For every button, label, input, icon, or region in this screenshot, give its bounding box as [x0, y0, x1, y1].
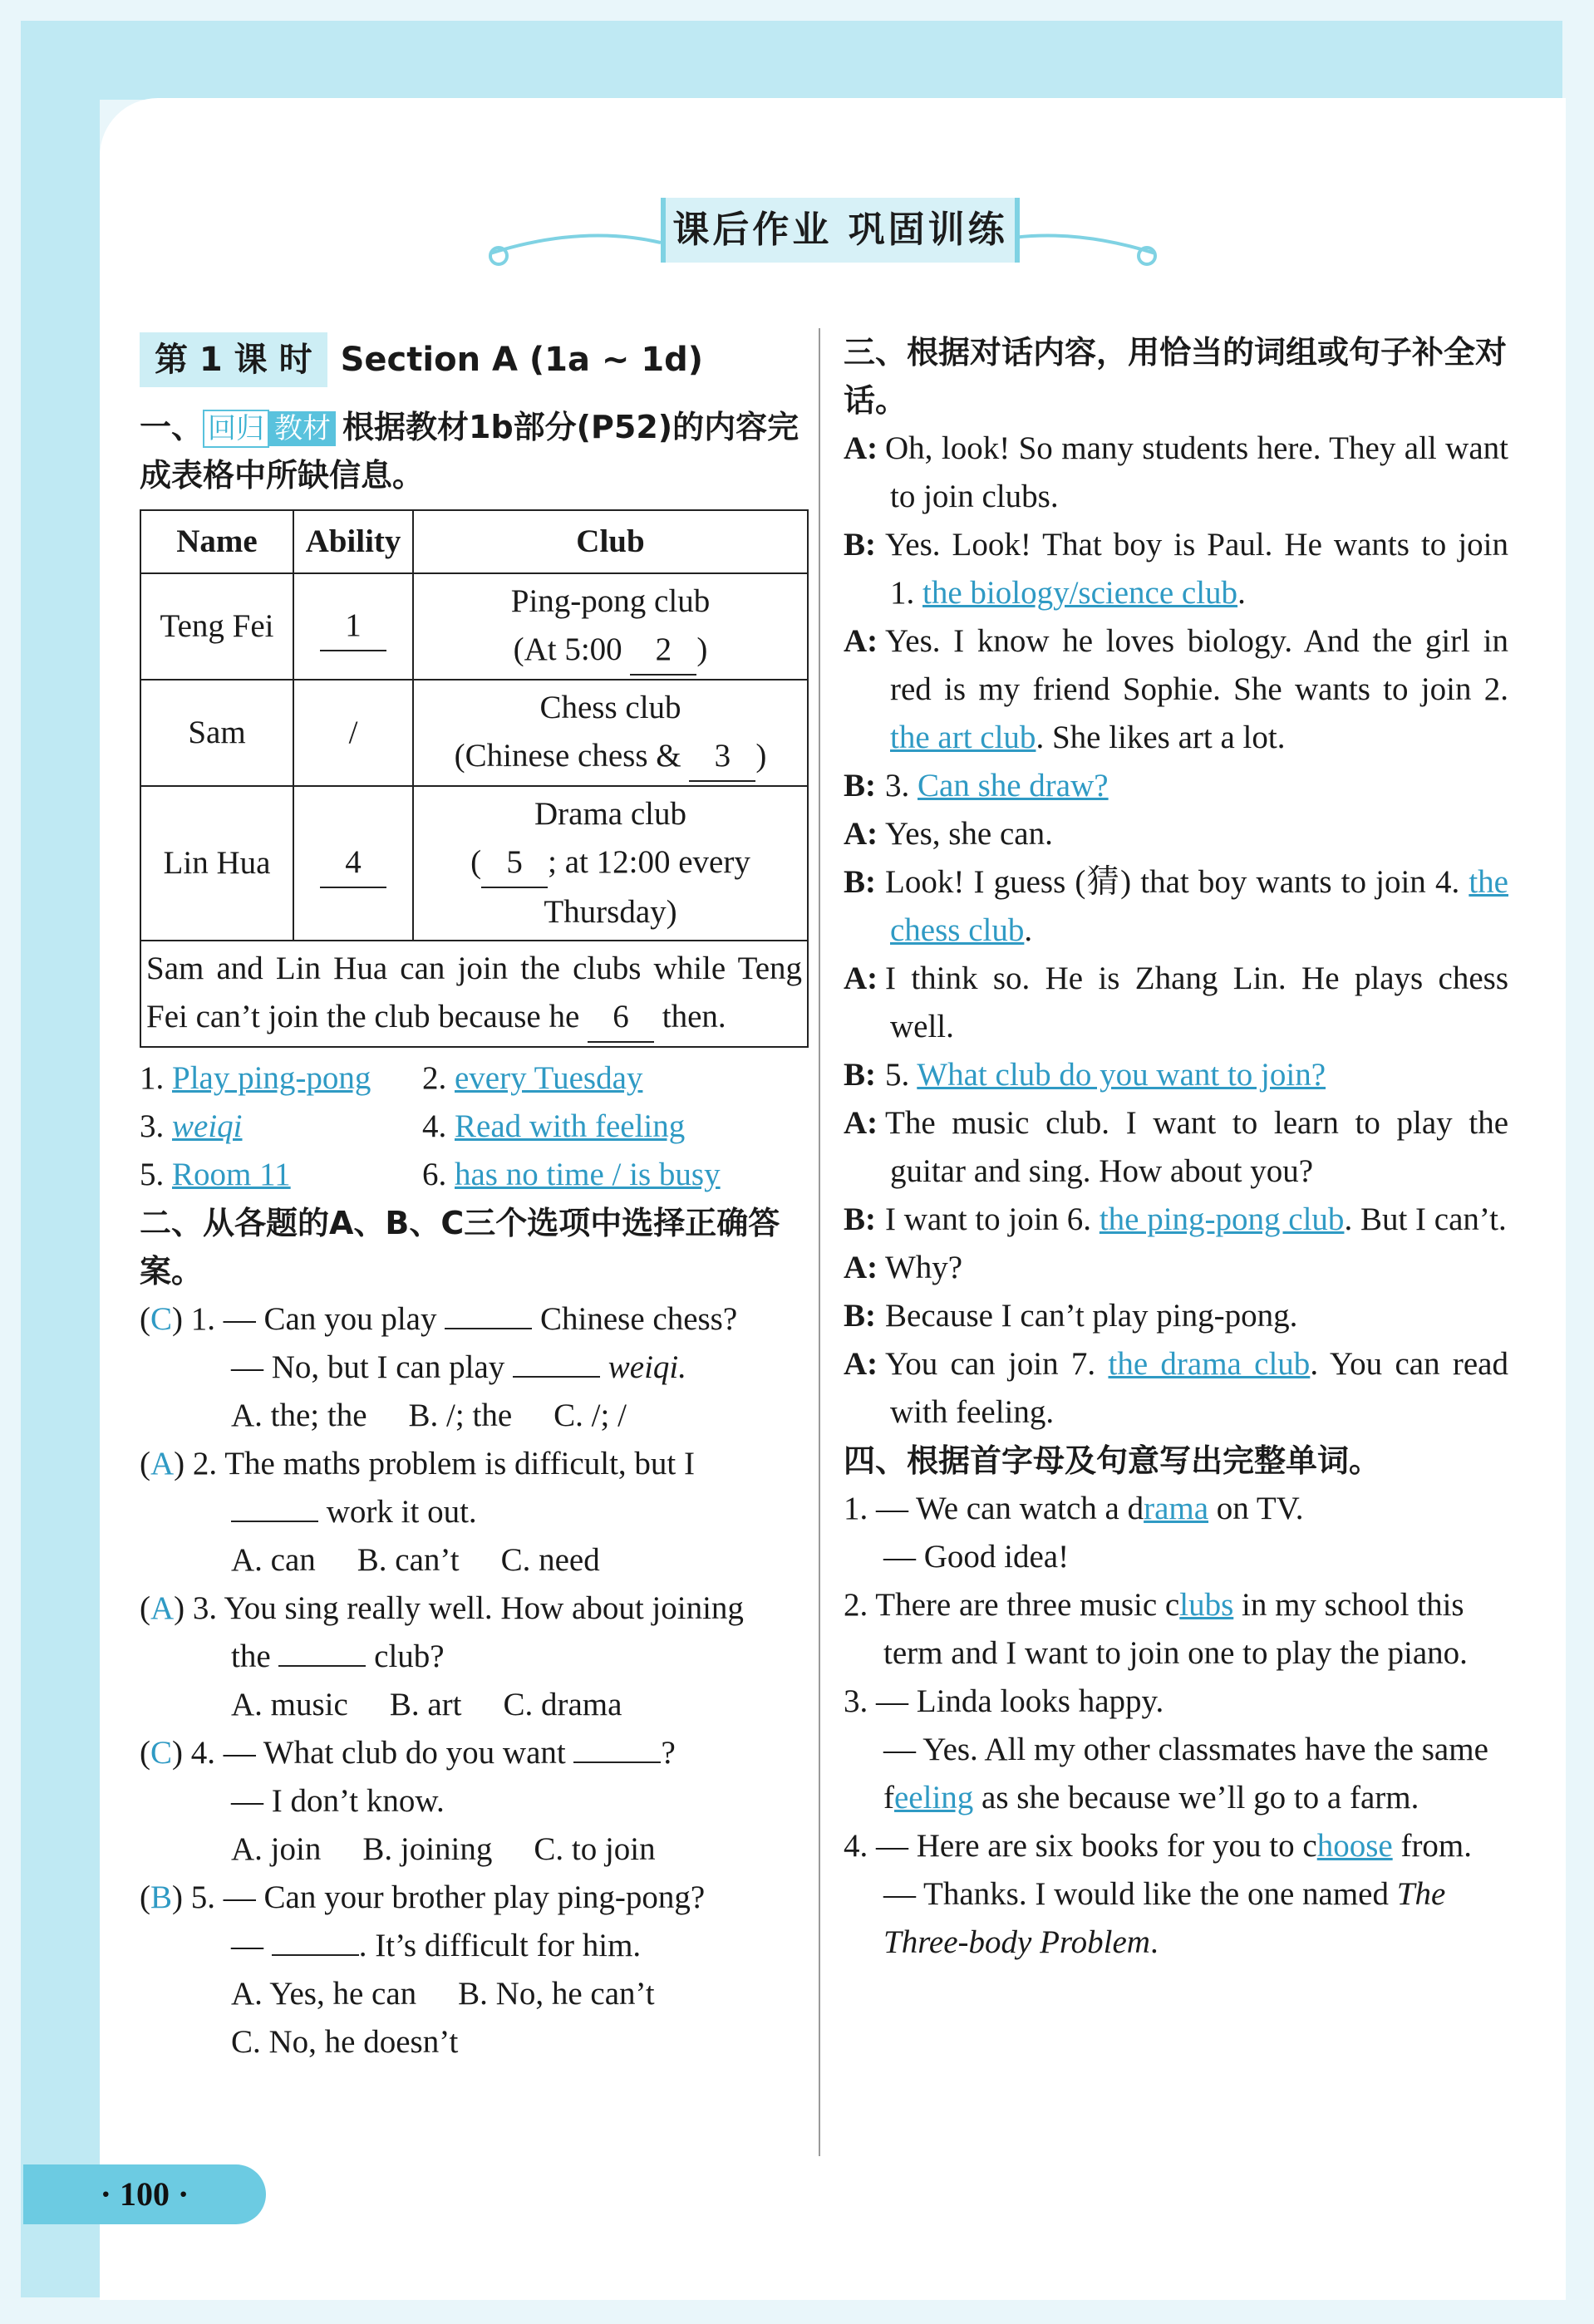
dialogue-line: B: 3. Can she draw? [844, 768, 1109, 803]
answer-choice[interactable]: A [150, 1446, 175, 1481]
word-item: 2. There are three music clubs in my school this term and I want to join one to play the piano. [844, 1587, 1468, 1671]
blank-5[interactable]: 5 [481, 838, 548, 888]
mc-question: (B) 5. — Can your brother play ping-pong? — . It’s difficult for him. A. Yes, he can B. No, he can’t C. No, he doesn’t [140, 1879, 706, 2060]
word-item: 1. — We can watch a drama on TV. [844, 1491, 1304, 1526]
part1-answers [140, 1054, 809, 1199]
word-item-sub: — Good idea! [883, 1539, 1070, 1575]
dialogue-line: B: I want to join 6. the ping-pong club. But I can’t. [844, 1201, 1507, 1237]
answer-choice[interactable]: A [150, 1590, 175, 1626]
review-tag: 回归 [203, 410, 269, 448]
top-band [33, 21, 1562, 100]
header-name: Name [140, 510, 293, 573]
header-club: Club [413, 510, 808, 573]
answer-item: 4. Read with feeling [422, 1108, 686, 1144]
lesson-label: 第 1 课 时 [140, 332, 327, 387]
left-band [21, 21, 100, 2297]
textbook-tag: 教材 [269, 411, 336, 446]
mc-question: (C) 1. — Can you play Chinese chess? — No, but I can play weiqi. A. the; the B. /; the C. /; / [140, 1301, 738, 1433]
header-ability: Ability [293, 510, 413, 573]
answer-item: 5. Room 11 [140, 1157, 291, 1192]
answer-choice[interactable]: C [150, 1301, 173, 1337]
table-row: Teng Fei 1 Ping-pong club (At 5:00 2 ) [140, 573, 808, 680]
dialogue-line: B: Because I can’t play ping-pong. [844, 1298, 1298, 1334]
dialogue-line: B: Look! I guess (猜) that boy wants to join 4. the chess club. [844, 864, 1508, 948]
word-item: 4. — Here are six books for you to choose from. [844, 1828, 1473, 1864]
answer-item: 6. has no time / is busy [422, 1157, 721, 1192]
table-row: Sam / Chess club (Chinese chess & 3 ) [140, 680, 808, 786]
left-column [140, 328, 809, 2066]
part1-heading: 一、 回归 教材 根据教材1b部分(P52)的内容完成表格中所缺信息。 [140, 409, 799, 494]
answer-item: 1. Play ping-pong [140, 1060, 371, 1096]
dialogue-line: A: You can join 7. the drama club. You can read with feeling. [844, 1346, 1508, 1430]
lesson-section: Section A (1a ~ 1d) [340, 341, 704, 379]
dialogue-line: B: 5. What club do you want to join? [844, 1057, 1326, 1093]
word-item-sub: — Thanks. I would like the one named The Three-body Problem. [883, 1876, 1446, 1960]
part2-heading: 二、从各题的A、B、C三个选项中选择正确答案。 [140, 1205, 780, 1290]
answer-choice[interactable]: B [150, 1879, 173, 1915]
dialogue-line: A: Yes, she can. [844, 816, 1053, 852]
answer-item: 3. weiqi [140, 1108, 243, 1144]
dialogue-line: A: Why? [844, 1250, 963, 1285]
dialogue-line: A: Oh, look! So many students here. They all want to join clubs. [844, 430, 1508, 514]
answer-choice[interactable]: C [150, 1735, 173, 1771]
table-summary-row: Sam and Lin Hua can join the clubs while Teng Fei can’t join the club because he 6 then. [140, 941, 808, 1047]
blank-6[interactable]: 6 [588, 993, 654, 1043]
part4-heading: 四、根据首字母及句意写出完整单词。 [844, 1442, 1381, 1479]
page-number: · 100 · [23, 2164, 266, 2224]
answer-item: 2. every Tuesday [422, 1060, 643, 1096]
dialogue-line: A: Yes. I know he loves biology. And the girl in red is my friend Sophie. She wants to join 2. the art club. She likes art a lot. [844, 623, 1508, 755]
blank-4[interactable]: 4 [320, 838, 386, 888]
part3-heading: 三、根据对话内容，用恰当的词组或句子补全对话。 [844, 334, 1508, 419]
lesson-header [140, 328, 809, 391]
part1-instruction: 根据教材1b部分(P52)的内容完成表格中所缺信息。 [140, 409, 799, 494]
blank-2[interactable]: 2 [630, 626, 696, 676]
mc-question: (C) 4. — What club do you want ? — I don’t know. A. join B. joining C. to join [140, 1735, 676, 1867]
table-row: Lin Hua 4 Drama club ( 5 ; at 12:00 every Thursday) [140, 786, 808, 941]
banner-title: 课后作业 巩固训练 [661, 198, 1020, 263]
word-item-sub: — Yes. All my other classmates have the same feeling as she because we’ll go to a farm. [883, 1732, 1488, 1815]
dialogue-line: A: I think so. He is Zhang Lin. He plays chess well. [844, 961, 1508, 1044]
mc-question: (A) 2. The maths problem is difficult, but I work it out. A. can B. can’t C. need [140, 1446, 695, 1578]
club-info-table [140, 509, 809, 1048]
word-item: 3. — Linda looks happy. [844, 1683, 1164, 1719]
right-column [844, 328, 1508, 1967]
dialogue-line: A: The music club. I want to learn to play the guitar and sing. How about you? [844, 1105, 1508, 1189]
blank-3[interactable]: 3 [689, 732, 755, 782]
dialogue-line: B: Yes. Look! That boy is Paul. He wants to join 1. the biology/science club. [844, 527, 1508, 611]
column-divider [819, 328, 820, 2156]
blank-1[interactable]: 1 [320, 602, 386, 651]
mc-question: (A) 3. You sing really well. How about joining the club? A. music B. art C. drama [140, 1590, 744, 1722]
